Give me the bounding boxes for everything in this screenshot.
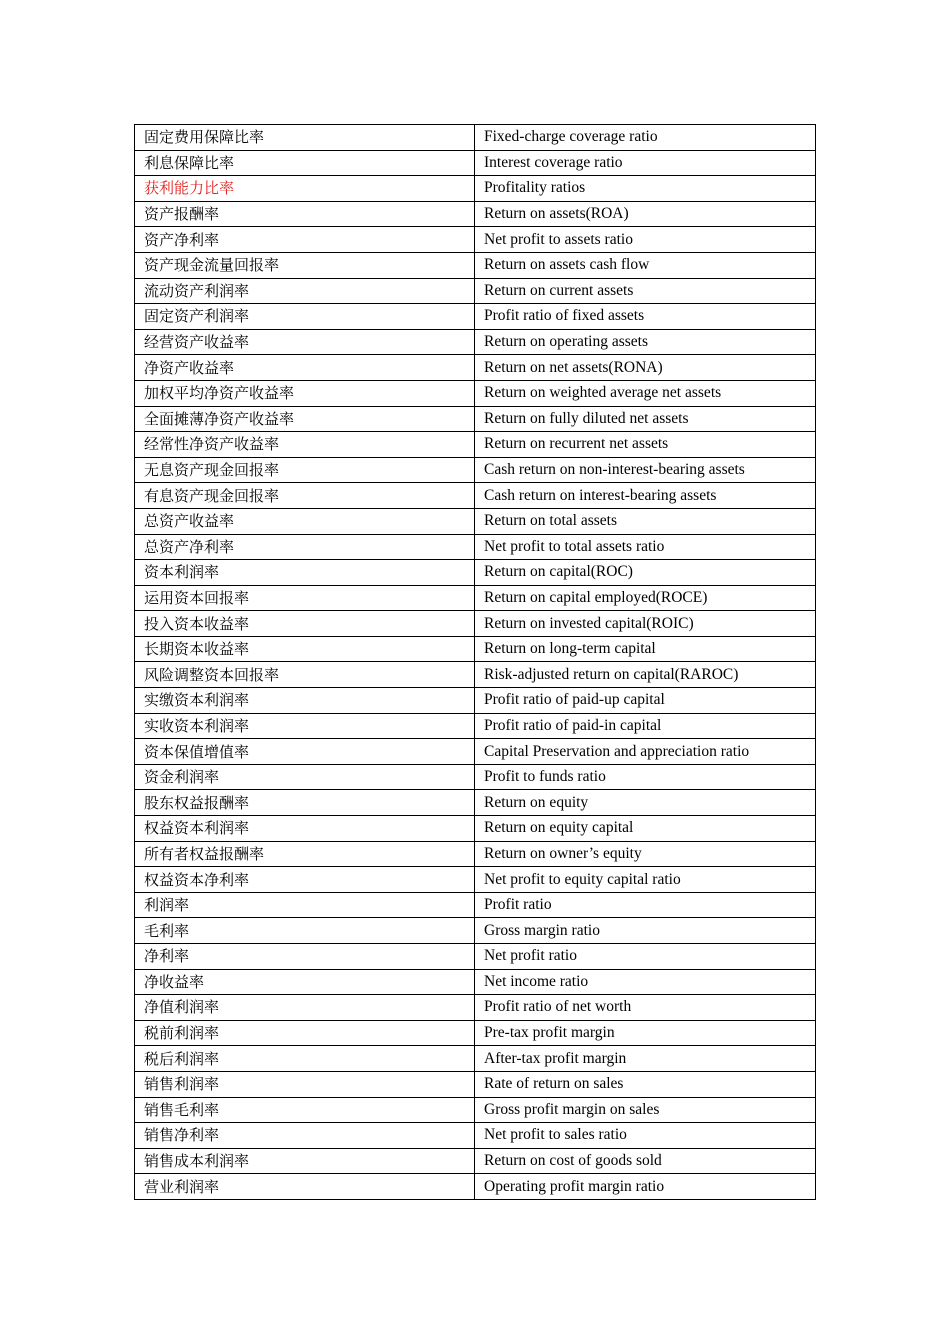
table-row <box>135 867 816 893</box>
table-row <box>135 918 816 944</box>
table-row <box>135 892 816 918</box>
term-english: Return on recurrent net assets <box>475 432 816 458</box>
term-english: Profit ratio of fixed assets <box>475 304 816 330</box>
term-chinese: 资产净利率 <box>135 227 475 253</box>
table-row <box>135 560 816 586</box>
table-row <box>135 1071 816 1097</box>
term-english: Rate of return on sales <box>475 1071 816 1097</box>
term-chinese: 资产现金流量回报率 <box>135 252 475 278</box>
term-chinese: 利润率 <box>135 892 475 918</box>
table-row <box>135 125 816 151</box>
table-row <box>135 1148 816 1174</box>
term-chinese: 实缴资本利润率 <box>135 688 475 714</box>
term-english: Return on capital employed(ROCE) <box>475 585 816 611</box>
term-chinese: 税后利润率 <box>135 1046 475 1072</box>
term-chinese: 实收资本利润率 <box>135 713 475 739</box>
glossary-table-body <box>135 125 816 1200</box>
term-english: Net profit to sales ratio <box>475 1123 816 1149</box>
term-chinese: 销售毛利率 <box>135 1097 475 1123</box>
term-chinese: 权益资本利润率 <box>135 816 475 842</box>
term-english: Return on long-term capital <box>475 636 816 662</box>
term-chinese: 净利率 <box>135 944 475 970</box>
table-row <box>135 816 816 842</box>
section-heading-english: Profitality ratios <box>475 176 816 202</box>
term-chinese: 加权平均净资产收益率 <box>135 380 475 406</box>
table-row <box>135 457 816 483</box>
term-chinese: 所有者权益报酬率 <box>135 841 475 867</box>
term-english: Return on equity capital <box>475 816 816 842</box>
term-chinese: 资本利润率 <box>135 560 475 586</box>
term-english: Profit ratio of paid-up capital <box>475 688 816 714</box>
table-row <box>135 611 816 637</box>
table-row <box>135 201 816 227</box>
term-chinese: 无息资产现金回报率 <box>135 457 475 483</box>
table-row <box>135 764 816 790</box>
term-english: Operating profit margin ratio <box>475 1174 816 1200</box>
term-english: Return on current assets <box>475 278 816 304</box>
term-chinese: 长期资本收益率 <box>135 636 475 662</box>
term-english: Profit ratio of net worth <box>475 995 816 1021</box>
term-english: Return on weighted average net assets <box>475 380 816 406</box>
term-english: Fixed-charge coverage ratio <box>475 125 816 151</box>
table-row <box>135 150 816 176</box>
term-chinese: 经常性净资产收益率 <box>135 432 475 458</box>
term-english: Profit ratio of paid-in capital <box>475 713 816 739</box>
term-english: Capital Preservation and appreciation ratio <box>475 739 816 765</box>
table-row <box>135 1123 816 1149</box>
table-row <box>135 688 816 714</box>
term-chinese: 资产报酬率 <box>135 201 475 227</box>
table-row <box>135 534 816 560</box>
term-chinese: 利息保障比率 <box>135 150 475 176</box>
term-english: Interest coverage ratio <box>475 150 816 176</box>
table-row <box>135 944 816 970</box>
term-english: After-tax profit margin <box>475 1046 816 1072</box>
term-chinese: 经营资产收益率 <box>135 329 475 355</box>
term-chinese: 权益资本净利率 <box>135 867 475 893</box>
term-english: Return on net assets(RONA) <box>475 355 816 381</box>
term-english: Profit ratio <box>475 892 816 918</box>
term-chinese: 净资产收益率 <box>135 355 475 381</box>
term-chinese: 销售利润率 <box>135 1071 475 1097</box>
term-english: Return on assets(ROA) <box>475 201 816 227</box>
table-row <box>135 662 816 688</box>
table-row <box>135 585 816 611</box>
table-row <box>135 432 816 458</box>
term-chinese: 销售成本利润率 <box>135 1148 475 1174</box>
table-row <box>135 406 816 432</box>
term-chinese: 全面摊薄净资产收益率 <box>135 406 475 432</box>
table-row <box>135 790 816 816</box>
term-english: Return on invested capital(ROIC) <box>475 611 816 637</box>
table-row <box>135 508 816 534</box>
term-chinese: 毛利率 <box>135 918 475 944</box>
term-chinese: 风险调整资本回报率 <box>135 662 475 688</box>
term-english: Net profit to equity capital ratio <box>475 867 816 893</box>
table-row <box>135 841 816 867</box>
table-row <box>135 1046 816 1072</box>
table-row <box>135 176 816 202</box>
term-chinese: 总资产收益率 <box>135 508 475 534</box>
section-heading-chinese: 获利能力比率 <box>135 176 475 202</box>
term-english: Pre-tax profit margin <box>475 1020 816 1046</box>
term-english: Return on capital(ROC) <box>475 560 816 586</box>
table-row <box>135 329 816 355</box>
term-chinese: 固定资产利润率 <box>135 304 475 330</box>
term-english: Net profit to total assets ratio <box>475 534 816 560</box>
table-row <box>135 355 816 381</box>
table-row <box>135 278 816 304</box>
table-row <box>135 995 816 1021</box>
table-row <box>135 483 816 509</box>
table-row <box>135 1174 816 1200</box>
table-row <box>135 227 816 253</box>
term-chinese: 净值利润率 <box>135 995 475 1021</box>
term-english: Net income ratio <box>475 969 816 995</box>
term-chinese: 总资产净利率 <box>135 534 475 560</box>
term-english: Return on owner’s equity <box>475 841 816 867</box>
term-english: Return on cost of goods sold <box>475 1148 816 1174</box>
term-english: Cash return on interest-bearing assets <box>475 483 816 509</box>
term-english: Net profit ratio <box>475 944 816 970</box>
term-chinese: 股东权益报酬率 <box>135 790 475 816</box>
table-row <box>135 739 816 765</box>
term-english: Cash return on non-interest-bearing assets <box>475 457 816 483</box>
term-english: Return on assets cash flow <box>475 252 816 278</box>
term-english: Return on fully diluted net assets <box>475 406 816 432</box>
term-english: Gross margin ratio <box>475 918 816 944</box>
term-english: Profit to funds ratio <box>475 764 816 790</box>
term-english: Net profit to assets ratio <box>475 227 816 253</box>
term-chinese: 税前利润率 <box>135 1020 475 1046</box>
table-row <box>135 304 816 330</box>
table-row <box>135 380 816 406</box>
table-row <box>135 1097 816 1123</box>
term-english: Return on operating assets <box>475 329 816 355</box>
table-row <box>135 252 816 278</box>
term-chinese: 有息资产现金回报率 <box>135 483 475 509</box>
term-chinese: 资本保值增值率 <box>135 739 475 765</box>
glossary-table <box>134 124 816 1200</box>
term-chinese: 销售净利率 <box>135 1123 475 1149</box>
term-chinese: 营业利润率 <box>135 1174 475 1200</box>
term-english: Risk-adjusted return on capital(RAROC) <box>475 662 816 688</box>
table-row <box>135 1020 816 1046</box>
table-row <box>135 969 816 995</box>
term-chinese: 运用资本回报率 <box>135 585 475 611</box>
term-chinese: 投入资本收益率 <box>135 611 475 637</box>
table-row <box>135 713 816 739</box>
term-english: Return on equity <box>475 790 816 816</box>
table-row <box>135 636 816 662</box>
term-english: Return on total assets <box>475 508 816 534</box>
term-chinese: 固定费用保障比率 <box>135 125 475 151</box>
term-english: Gross profit margin on sales <box>475 1097 816 1123</box>
term-chinese: 流动资产利润率 <box>135 278 475 304</box>
term-chinese: 资金利润率 <box>135 764 475 790</box>
term-chinese: 净收益率 <box>135 969 475 995</box>
